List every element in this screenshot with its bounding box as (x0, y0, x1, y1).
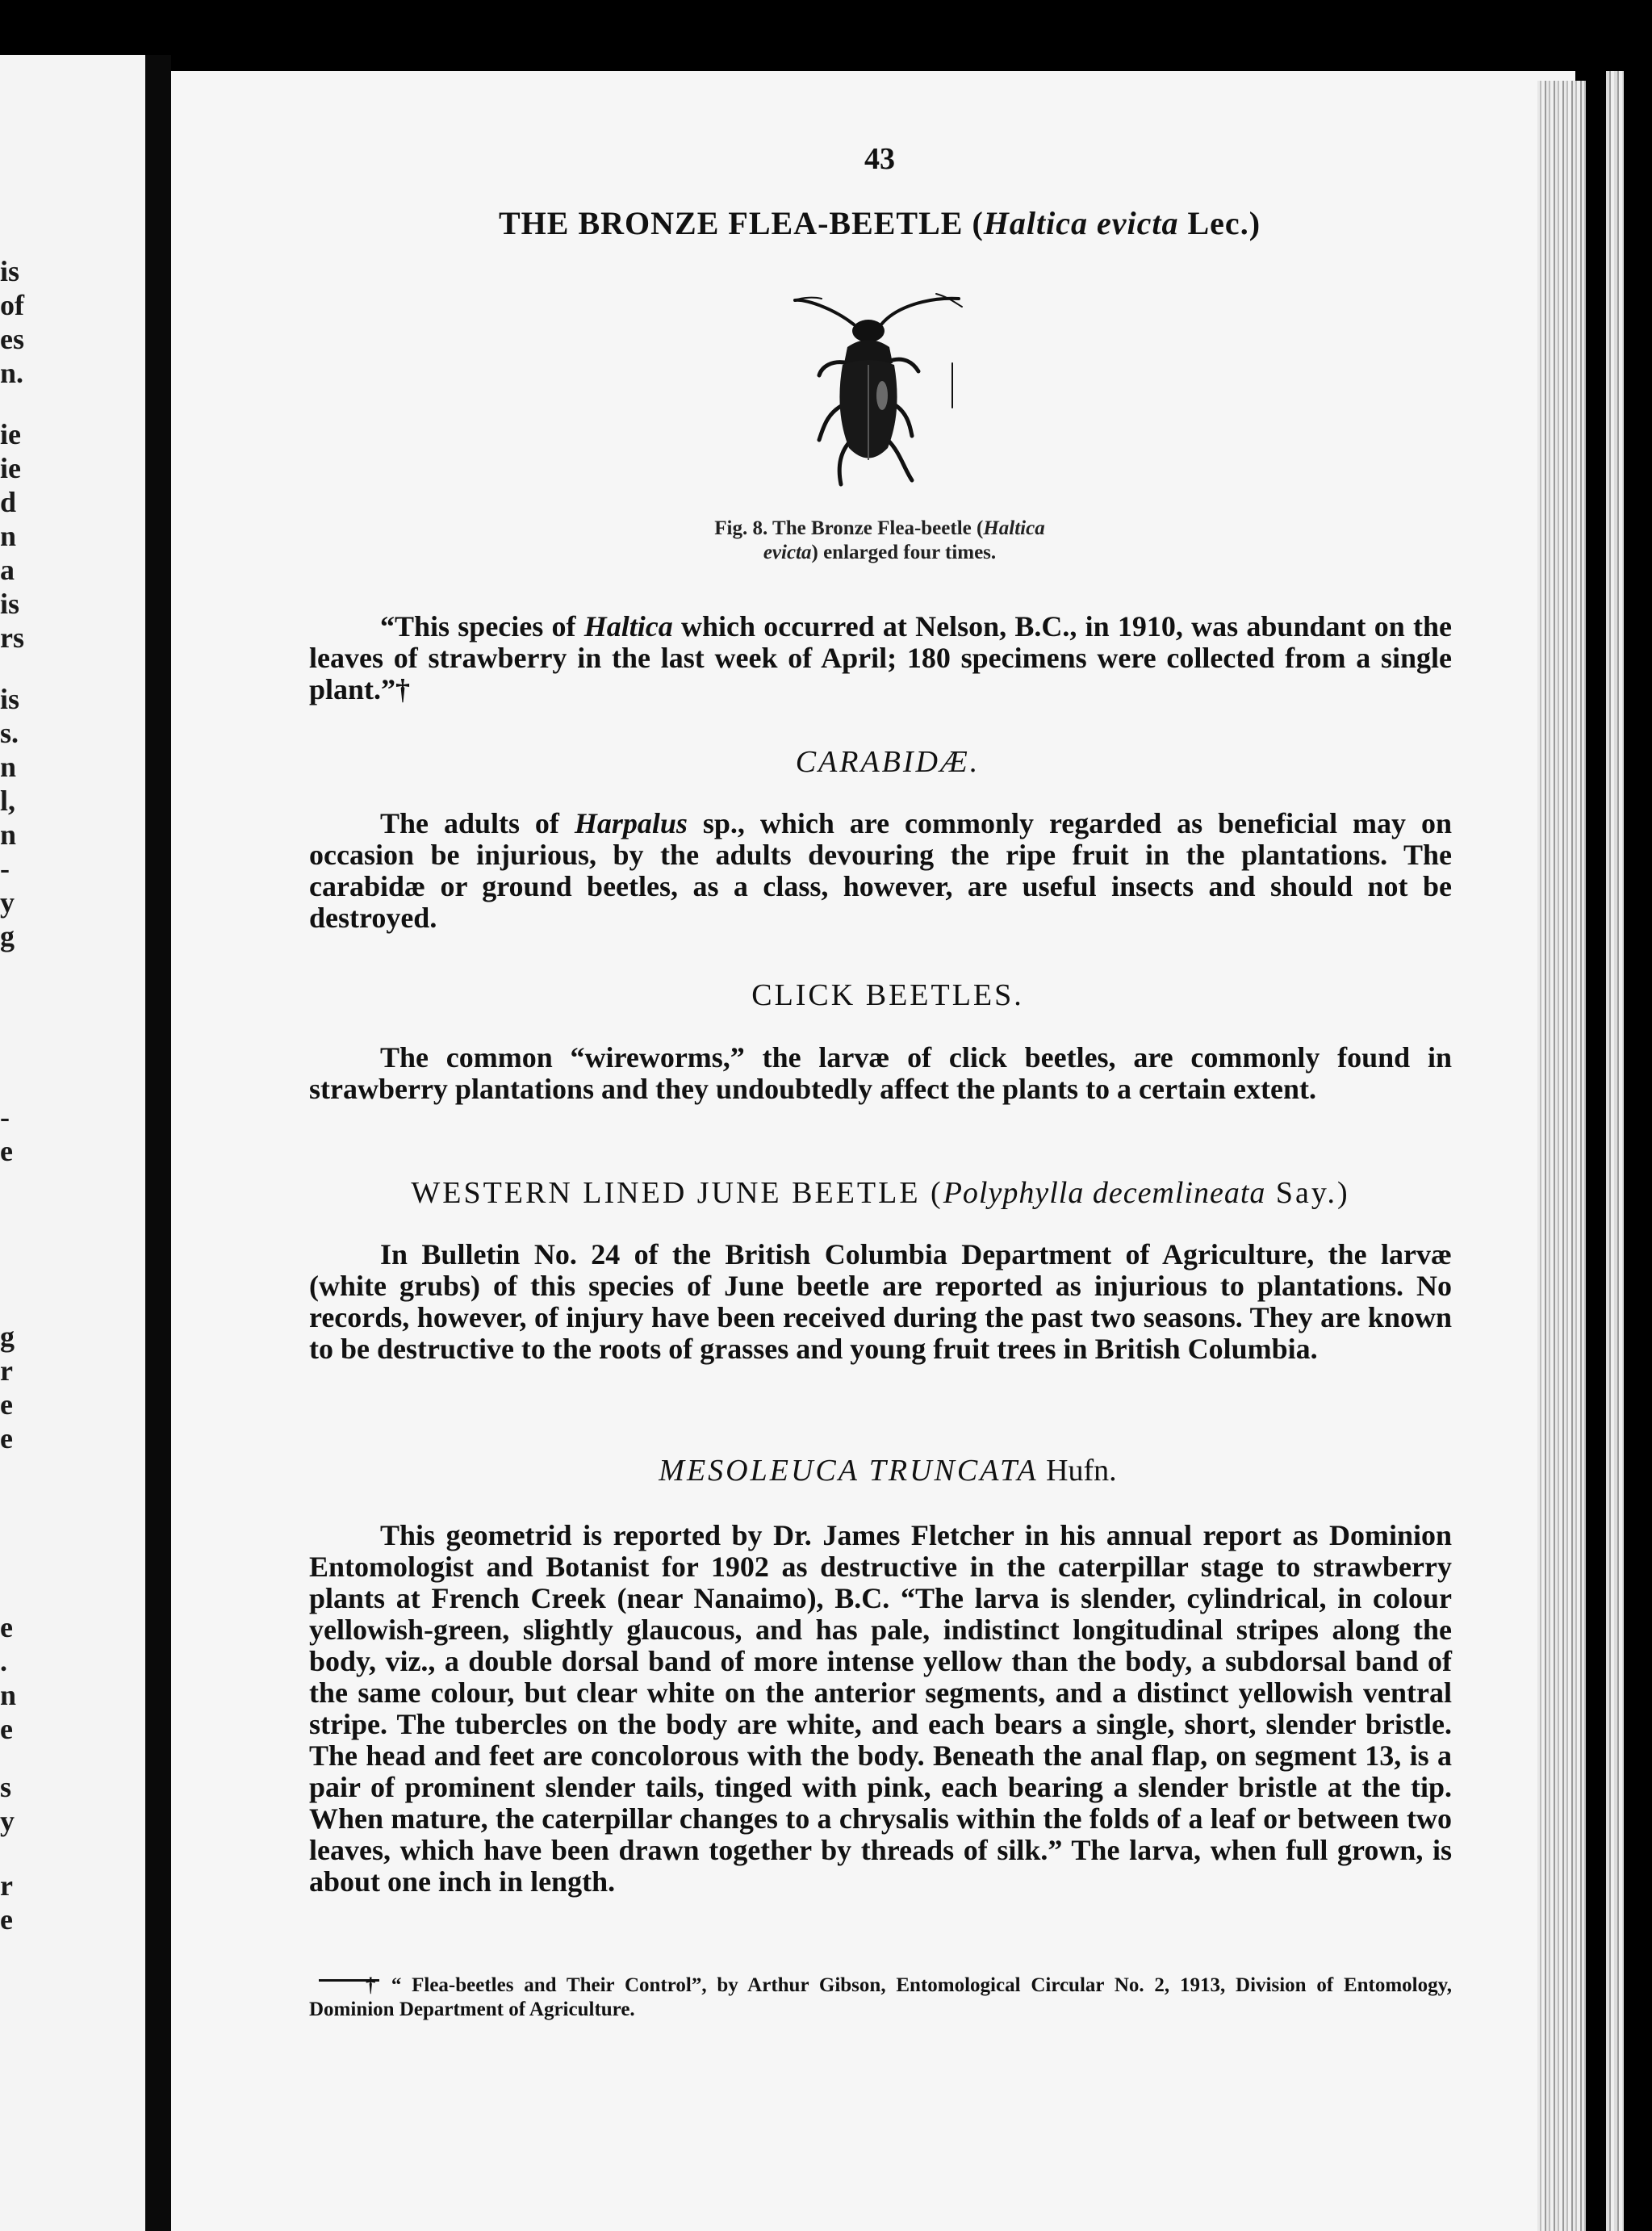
left-fragment: - (0, 1101, 10, 1133)
mesoleuca-heading-end: Hufn. (1038, 1454, 1117, 1488)
figure-caption (629, 517, 1130, 565)
left-fragment: d (0, 486, 17, 518)
title-main: THE BRONZE FLEA-BEETLE (498, 205, 964, 241)
left-fragment: . (0, 1645, 7, 1677)
left-fragment: ie (0, 418, 21, 450)
click-beetles-paragraph: The common “wireworms,” the larvæ of click beetles, are commonly found in strawberry plantations and they undoubtedly affect the plants to a certain extent. (309, 1041, 1452, 1105)
quote-text-b: which occurred at Nelson, B.C., in 1910, was abundant on the leaves of strawberry in the last week of April; 180 specimens were collected from a single plant.”† (309, 610, 1453, 705)
mesoleuca-heading-species: MESOLEUCA TRUNCATA (659, 1454, 1039, 1488)
heading-click-beetles: CLICK BEETLES. (751, 978, 1024, 1012)
left-fragment: y (0, 1805, 15, 1837)
caption-genus: Haltica (983, 517, 1045, 539)
left-fragment: es (0, 323, 24, 355)
quote-genus: Haltica (583, 610, 673, 643)
left-fragment: ie (0, 452, 21, 484)
quote-paragraph (309, 611, 1452, 705)
left-fragment: of (0, 289, 24, 321)
left-fragment: e (0, 1611, 13, 1643)
left-fragment: rs (0, 622, 24, 654)
left-fragment: n (0, 818, 17, 851)
left-fragment: n (0, 520, 17, 552)
heading-carabidae: CARABIDÆ. (795, 745, 981, 779)
footnote: † “ Flea-beetles and Their Control”, by Arthur Gibson, Entomological Circular No. 2, 1913, Division of Entomology, Dominion Department of Agriculture. (309, 1974, 1452, 2020)
left-fragment: g (0, 920, 15, 952)
carabidae-genus: Harpalus (574, 807, 688, 839)
left-fragment: e (0, 1388, 13, 1421)
left-fragment: a (0, 554, 15, 586)
caption-text: Fig. 8. The Bronze Flea-beetle ( (714, 517, 984, 539)
mesoleuca-paragraph: This geometrid is reported by Dr. James Fletcher in his annual report as Dominion Entomologist and Botanist for 1902 as destructive in the caterpillar stage to strawberry plants at French Creek (near Nanaimo), B.C. “The larva is slender, cylindrical, in colour yellowish-green, slightly glaucous, and has pale, indistinct longitudinal stripes along the body, viz., a double dorsal band of more intense yellow than the body, a subdorsal band of the same colour, but clear white on the anterior segments, and a distinct yellowish ventral stripe. The tubercles on the body are white, and each bears a single, short, slender bristle. The head and feet are concolorous with the body. Beneath the anal flap, on segment 13, is a pair of prominent slender tails, tinged with pink, each bearing a slender bristle at the tip. When mature, the caterpillar changes to a chrysalis within the folds of a leaf or between two leaves, which have been drawn together by threads of silk.” The larva, when full grown, is about one inch in length. (309, 1519, 1452, 1898)
left-fragment: is (0, 255, 20, 287)
caption-text-end: ) enlarged four times. (811, 542, 997, 563)
page-number: 43 (864, 142, 895, 176)
left-fragment: n (0, 751, 17, 783)
title-species: Haltica evicta (983, 205, 1179, 241)
left-fragment: r (0, 1869, 13, 1902)
quote-text-a: “This species of (380, 610, 584, 643)
title-authority: Lec.) (1187, 205, 1261, 241)
june-beetle-paragraph: In Bulletin No. 24 of the British Columbia Department of Agriculture, the larvæ (white grubs) of this species of June beetle are reported as injurious to plantations. No records, however, of injury have been received during the past two seasons. They are known to be destructive to the roots of grasses and young fruit trees in British Columbia. (309, 1238, 1452, 1365)
left-fragment: n (0, 1679, 17, 1711)
page-title (307, 204, 1453, 242)
left-fragment: is (0, 683, 20, 715)
left-fragment: s. (0, 717, 19, 749)
heading-june-beetle (309, 1175, 1452, 1211)
carabidae-text-b: sp., which are commonly regarded as beneficial may on occasion be injurious, by the adults devouring the ripe fruit in the plantations. The carabidæ or ground beetles, as a class, however, are useful insects and should not be destroyed. (309, 807, 1452, 934)
flea-beetle-illustration (775, 274, 985, 492)
book-gutter (145, 55, 171, 2231)
left-fragment: e (0, 1713, 13, 1745)
left-fragment: l, (0, 785, 16, 817)
left-fragment: r (0, 1354, 13, 1387)
june-heading-species: Polyphylla decemlineata (943, 1176, 1266, 1210)
page-stack-edge-outer (1606, 71, 1624, 2231)
left-fragment: is (0, 588, 20, 620)
left-fragment: e (0, 1135, 13, 1167)
left-fragment: e (0, 1422, 13, 1455)
heading-mesoleuca (484, 1453, 1291, 1488)
left-fragment: s (0, 1771, 12, 1803)
carabidae-text-a: The adults of (380, 807, 575, 839)
title-paren: ( (972, 205, 984, 241)
page-stack-edge (1537, 81, 1586, 2231)
left-fragment: - (0, 852, 10, 885)
carabidae-paragraph (309, 808, 1452, 934)
left-fragment: e (0, 1903, 13, 1936)
left-fragment: n. (0, 357, 24, 389)
june-heading-end: Say.) (1265, 1176, 1350, 1210)
previous-page-edge (0, 55, 145, 2231)
left-fragment: y (0, 886, 15, 919)
caption-species: evicta (763, 542, 812, 563)
left-fragment: g (0, 1321, 15, 1353)
june-heading-main: WESTERN LINED JUNE BEETLE ( (411, 1176, 943, 1210)
